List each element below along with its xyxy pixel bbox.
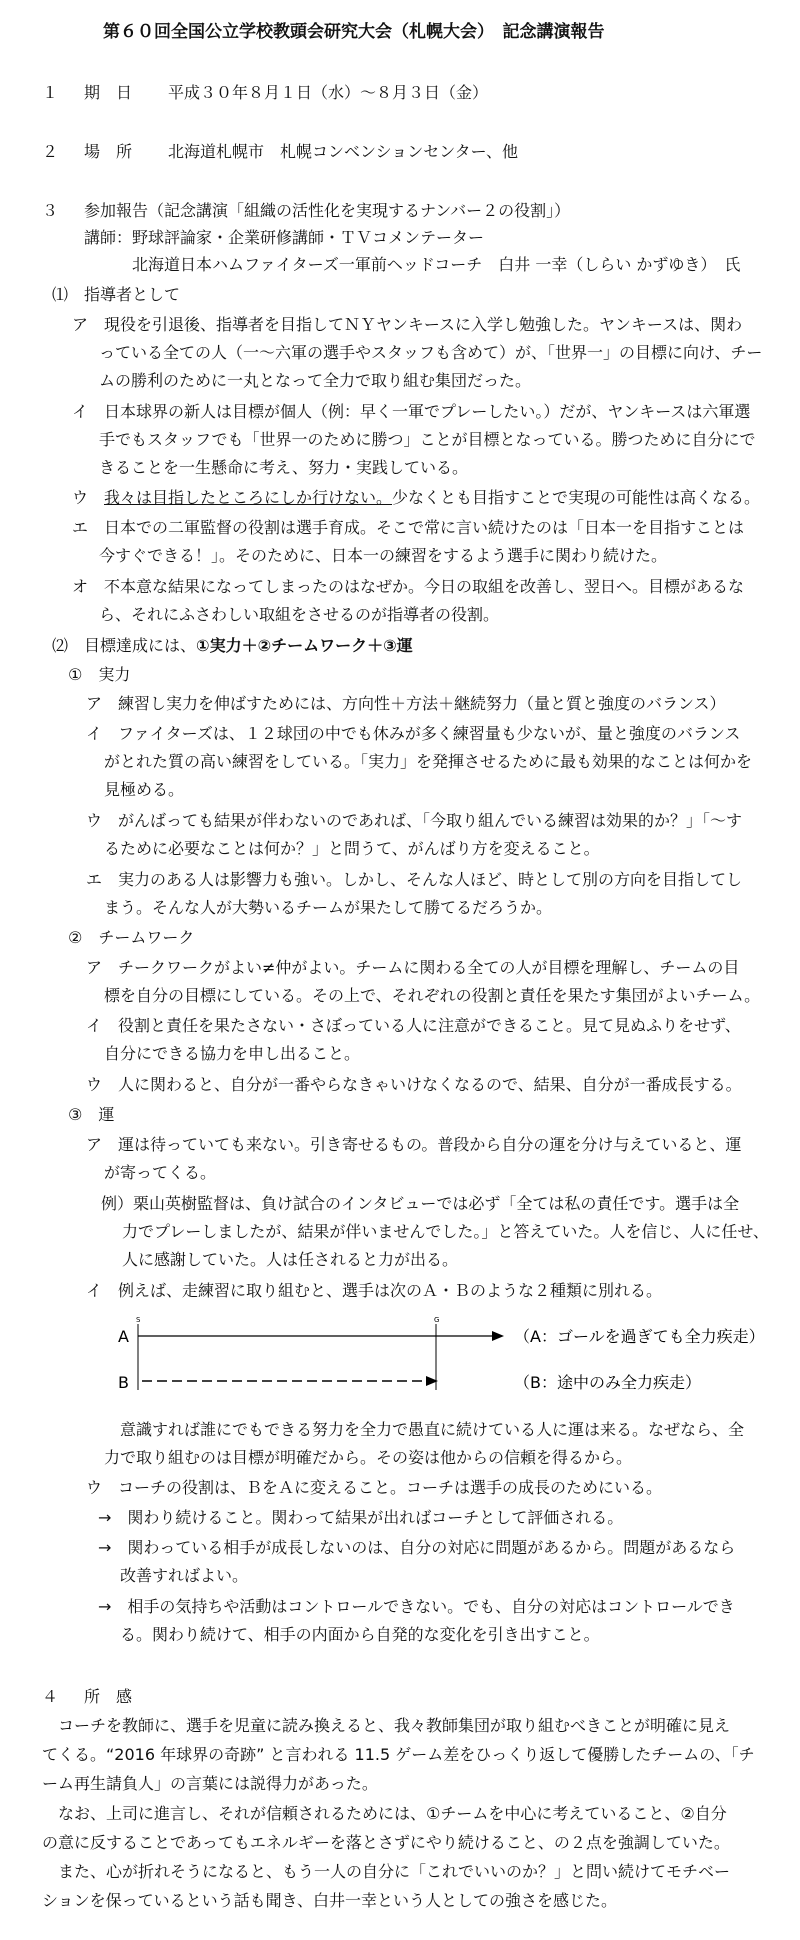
c3-item-a-line: ア 運は待っていても来ない。引き寄せるもの。普段から自分の運を分け与えていると、運: [86, 1135, 742, 1154]
section-2-value: 北海道札幌市 札幌コンベンションセンター、他: [168, 142, 519, 161]
subsection-2-heading-text: ⑵ 目標達成には、: [52, 636, 197, 655]
c1-item-e-line: まう。そんな人が大勢いるチームが果たして勝てるだろうか。: [104, 898, 553, 917]
goal-mark: G: [434, 1316, 440, 1324]
c1-item-u-line: ウ がんばっても結果が伴わないのであれば、「今取り組んでいる練習は効果的か？」「～す: [86, 811, 743, 830]
c1-item-a-line: ア 練習し実力を伸ばすためには、方向性＋方法＋継続努力（量と質と強度のバランス）: [86, 694, 726, 713]
section-1-value: 平成３０年８月１日（水）～８月３日（金）: [168, 83, 489, 102]
c1-item-e-line: エ 実力のある人は影響力も強い。しかし、そんな人ほど、時として別の方向を目指してし: [86, 870, 743, 889]
item-o-line: オ 不本意な結果になってしまったのはなぜか。今日の取組を改善し、翌日へ。目標があるな: [72, 577, 745, 596]
c1-item-i-line: 見極める。: [104, 780, 185, 799]
section-2-label: 場 所: [84, 142, 133, 161]
impression-line: コーチを教師に、選手を児童に読み換えると、我々教師集団が取り組むべきことが明確に見え: [58, 1716, 731, 1735]
circle-1-heading: ① 実力: [68, 665, 131, 684]
arrow-point-line: → 相手の気持ちや活動はコントロールできない。でも、自分の対応はコントロールでき: [98, 1597, 735, 1616]
impression-line: ションを保っているという話も聞き、白井一幸という人としての強さを感じた。: [42, 1891, 618, 1910]
circle-3-heading: ③ 運: [68, 1105, 115, 1124]
section-1-number: １: [42, 83, 59, 102]
item-i-line: 手でもスタッフでも「世界一のために勝つ」ことが目標となっている。勝つために自分にで: [99, 430, 756, 449]
item-a-line: っている全ての人（一～六軍の選手やスタッフも含めて）が、「世界一」の目標に向け、チー: [99, 343, 763, 362]
underlined-phrase: 我々は目指したところにしか行けない。: [104, 488, 393, 507]
item-u-label: ウ: [72, 488, 105, 507]
c2-item-u-line: ウ 人に関わると、自分が一番やらなきゃいけなくなるので、結果、自分が一番成長する。: [86, 1075, 742, 1094]
row-b-label: B: [118, 1373, 129, 1392]
circle-2-heading: ② チームワーク: [68, 928, 195, 947]
start-mark: S: [136, 1316, 141, 1324]
page-title: 第６０回全国公立学校教頭会研究大会（札幌大会） 記念講演報告: [103, 22, 605, 42]
row-a-note: （A：ゴールを過ぎても全力疾走）: [514, 1327, 765, 1346]
section-2-number: ２: [42, 142, 59, 161]
subsection-1-heading: ⑴ 指導者として: [52, 285, 181, 304]
section-4-number: ４: [42, 1687, 59, 1706]
arrow-a-head: [492, 1331, 504, 1341]
c2-item-a-line: ア チークワークがよい≠仲がよい。チームに関わる全ての人が目標を理解し、チームの目: [86, 958, 740, 977]
item-i-line: イ 日本球界の新人は目標が個人（例：早く一軍でプレーしたい。）だが、ヤンキースは六軍選: [72, 402, 751, 421]
speaker-line-1: 講師：野球評論家・企業研修講師・ＴＶコメンテーター: [84, 228, 485, 247]
section-3-number: ３: [42, 201, 59, 220]
arrow-point-line: → 関わっている相手が成長しないのは、自分の対応に問題があるから。問題があるなら: [98, 1538, 736, 1557]
item-e-line: 今すぐできる！」。そのために、日本一の練習をするよう選手に関わり続けた。: [99, 546, 668, 565]
item-u-rest: 少なくとも目指すことで実現の可能性は高くなる。: [392, 488, 761, 507]
arrow-point-line: る。関わり続けて、相手の内面から自発的な変化を引き出すこと。: [120, 1625, 600, 1644]
impression-line: の意に反することであってもエネルギーを落とさずにやり続けること、の２点を強調していた。: [42, 1833, 730, 1852]
item-a-line: ア 現役を引退後、指導者を目指してＮＹヤンキースに入学し勉強した。ヤンキースは、関わ: [72, 315, 743, 334]
item-a-line: ムの勝利のために一丸となって全力で取り組む集団だった。: [99, 371, 532, 390]
c1-item-u-line: るために必要なことは何か？」と問うて、がんばり方を変えること。: [104, 839, 600, 858]
lecture-title: （記念講演「組織の活性化を実現するナンバー２の役割」）: [148, 201, 571, 220]
row-b-note: （B：途中のみ全力疾走）: [514, 1373, 701, 1392]
impression-line: なお、上司に進言し、それが信頼されるためには、①チームを中心に考えていること、②自分: [58, 1804, 727, 1823]
after-diagram-line: 意識すれば誰にでもできる努力を全力で愚直に続けている人に運は来る。なぜなら、全: [120, 1420, 745, 1439]
subsection-2-heading-bold: ①実力＋②チームワーク＋③運: [196, 636, 413, 655]
after-diagram-line: 力で取り組むのは目標が明確だから。その姿は他からの信頼を得るから。: [104, 1448, 633, 1467]
speaker-line-2: 北海道日本ハムファイターズ一軍前ヘッドコーチ 白井 一幸（しらい かずゆき） 氏: [132, 255, 741, 274]
impression-line: また、心が折れそうになると、もう一人の自分に「これでいいのか？」と問い続けてモチベー: [58, 1862, 731, 1881]
c2-item-a-line: 標を自分の目標にしている。その上で、それぞれの役割と責任を果たす集団がよいチーム。: [104, 986, 761, 1005]
c2-item-i-line: 自分にできる協力を申し出ること。: [104, 1044, 361, 1063]
section-3-label: 参加報告: [84, 201, 149, 220]
row-a-label: A: [118, 1327, 129, 1346]
item-i-line: きることを一生懸命に考え、努力・実践している。: [99, 458, 468, 477]
example-line: 例）栗山英樹監督は、負け試合のインタビューでは必ず「全ては私の責任です。選手は全: [101, 1194, 740, 1213]
c1-item-i-line: イ ファイターズは、１２球団の中でも休みが多く練習量も少ないが、量と強度のバランス: [86, 724, 741, 743]
impression-line: ーム再生請負人」の言葉には説得力があった。: [42, 1774, 378, 1793]
c3-item-a-line: が寄ってくる。: [104, 1163, 217, 1182]
c1-item-i-line: がとれた質の高い練習をしている。「実力」を発揮させるために最も効果的なことは何かを: [104, 752, 753, 771]
example-line: 人に感謝していた。人は任されると力が出る。: [122, 1250, 459, 1269]
c3-item-i-line: イ 例えば、走練習に取り組むと、選手は次のＡ・Ｂのような２種類に別れる。: [86, 1281, 663, 1300]
item-e-line: エ 日本での二軍監督の役割は選手育成。そこで常に言い続けたのは「日本一を目指すことは: [72, 518, 745, 537]
impression-line: てくる。“2016 年球界の奇跡” と言われる 11.5 ゲーム差をひっくり返して優勝したチームの、「チ: [42, 1745, 755, 1764]
section-4-label: 所 感: [84, 1687, 133, 1706]
arrow-point-line: 改善すればよい。: [120, 1566, 249, 1585]
c3-item-u-line: ウ コーチの役割は、ＢをＡに変えること。コーチは選手の成長のためにいる。: [86, 1478, 663, 1497]
item-o-line: ら、それにふさわしい取組をさせるのが指導者の役割。: [99, 605, 500, 624]
c2-item-i-line: イ 役割と責任を果たさない・さぼっている人に注意ができること。見て見ぬふりをせず、: [86, 1016, 741, 1035]
example-line: 力でプレーしましたが、結果が伴いませんでした。」と答えていた。人を信じ、人に任せ、: [122, 1222, 769, 1241]
section-1-label: 期 日: [84, 83, 133, 102]
arrow-point-line: → 関わり続けること。関わって結果が出ればコーチとして評価される。: [98, 1508, 624, 1527]
